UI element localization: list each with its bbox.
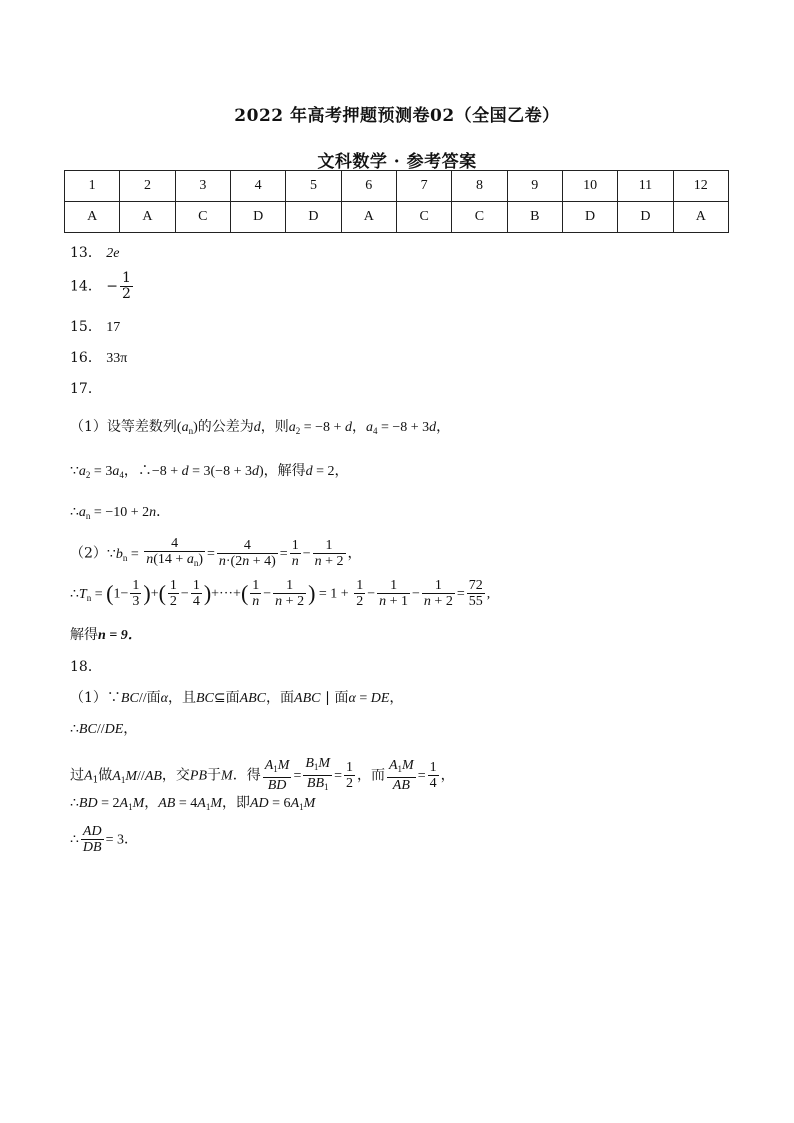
formula-text: PB bbox=[189, 768, 208, 784]
document-subtitle: 文科数学 · 参考答案 bbox=[317, 152, 477, 172]
formula-text: BC bbox=[120, 691, 139, 706]
question-number-cell: 11 bbox=[618, 171, 673, 202]
formula-text: $A_1M//AB$ bbox=[112, 768, 162, 785]
answer-15 bbox=[70, 316, 120, 336]
answer-14 bbox=[70, 271, 135, 302]
formula-text: − bbox=[302, 546, 311, 562]
question-17-number: 17． bbox=[70, 381, 102, 397]
formula-fraction: $\frac{A_1M}{BD}$ bbox=[264, 758, 290, 793]
q17-part2-line1 bbox=[70, 536, 362, 571]
formula-text: AD = $6A_1M$ bbox=[249, 796, 316, 812]
formula-text: $\because b_n$ = bbox=[106, 546, 143, 563]
question-number: 16． bbox=[70, 350, 102, 366]
answer-cell: D bbox=[286, 202, 341, 233]
formula-text: = bbox=[206, 546, 215, 562]
answer-cell: A bbox=[65, 202, 120, 233]
answer-fraction bbox=[120, 271, 133, 302]
q18-part1-line3: 过$A_1$做$A_1M//AB$，交PB于M．得 $\frac{A_1M}{BD}$ = $\frac{B_1M}{BB_1}$ = $\frac{1}{2}$ ，而 $\frac{A_1M}{AB}$ = $\frac{1}{4}$ ， bbox=[70, 756, 455, 793]
q18-part1-line5 bbox=[70, 824, 138, 855]
formula-text: α = DE， bbox=[348, 691, 404, 706]
solution-text: ．得 bbox=[232, 767, 261, 784]
question-number: 14． bbox=[70, 278, 102, 295]
question-number-cell: 12 bbox=[673, 171, 728, 202]
formula-text: d = 2， bbox=[305, 464, 349, 479]
q17-part2-final bbox=[70, 624, 142, 644]
fraction-denominator: 2 bbox=[122, 286, 131, 302]
formula-text: $(a_n)$ bbox=[176, 420, 198, 436]
answer-value: 33π bbox=[106, 351, 128, 366]
question-number-cell: 4 bbox=[230, 171, 285, 202]
q17-part1-line2 bbox=[70, 460, 349, 480]
formula-text: M bbox=[221, 768, 233, 784]
q17-part2-line2: $\therefore T_n = (1-$ $\frac{1}{3}$ )+( $\frac{1}{2}$ − $\frac{1}{4}$ )+···+( $\frac{1}{n}$ − $\frac{1}{n + 2}$ ) = 1 + $\frac{1}{2}$ − $\frac{1}{n + 1}$ − $\frac{1}{n + 2}$ = $\frac{72}{55}$ , bbox=[70, 578, 491, 609]
answer-cell: A bbox=[673, 202, 728, 233]
answer-table bbox=[64, 170, 729, 233]
solution-text: ，则 bbox=[260, 419, 289, 435]
question-number-cell: 3 bbox=[175, 171, 230, 202]
answer-cell: A bbox=[120, 202, 175, 233]
formula-text: ABC bbox=[239, 691, 267, 706]
solution-text: 面 bbox=[146, 690, 161, 706]
question-number: 13． bbox=[70, 245, 102, 261]
formula-text: = 3． bbox=[105, 832, 138, 848]
question-number-cell: 6 bbox=[341, 171, 396, 202]
solution-text: 做 bbox=[98, 767, 113, 784]
answer-sign: − bbox=[106, 278, 119, 295]
formula-text: BC bbox=[195, 691, 214, 706]
question-number-cell: 2 bbox=[120, 171, 175, 202]
formula-fraction: $\frac{1}{n + 2}$ bbox=[314, 538, 344, 569]
answer-cell: D bbox=[230, 202, 285, 233]
solution-text: ，即 bbox=[221, 795, 250, 811]
answer-cell: C bbox=[175, 202, 230, 233]
solution-text: 于 bbox=[207, 767, 222, 784]
question-number: 15． bbox=[70, 319, 102, 335]
answer-cell: D bbox=[562, 202, 617, 233]
solution-text: ，面 bbox=[266, 690, 295, 706]
solution-text: ，解得 bbox=[263, 463, 306, 479]
formula-fraction: $\frac{1}{n}$ bbox=[291, 538, 299, 569]
formula-fraction: $\frac{A_1M}{AB}$ bbox=[388, 758, 414, 793]
formula-text: $\therefore a_n = -10 + 2n$． bbox=[70, 505, 171, 521]
solution-text: 面 bbox=[225, 690, 240, 706]
q18-part1-line4 bbox=[70, 792, 315, 812]
answer-value: 2e bbox=[106, 246, 120, 261]
formula-text: ∴BD = $2A_1M$，AB = $4A_1M$ bbox=[70, 796, 222, 812]
question-18-number: 18． bbox=[70, 659, 102, 675]
formula-fraction: $\frac{1}{4}$ bbox=[429, 760, 437, 791]
solution-text: （1）∵ bbox=[70, 690, 121, 706]
answer-cell: C bbox=[396, 202, 451, 233]
formula-text: = bbox=[279, 546, 288, 562]
answer-table-answer-row bbox=[65, 202, 729, 233]
formula-text: ∴ bbox=[70, 832, 79, 848]
answer-cell: D bbox=[618, 202, 673, 233]
q18-part1-line1: （1）∵BC//面α，且BC⊆面ABC，面ABC ∣ 面α = DE， bbox=[70, 690, 404, 706]
formula-text: ∴BC//DE， bbox=[70, 722, 138, 737]
answer-value: 17 bbox=[106, 320, 121, 335]
q17-part1-line3 bbox=[70, 501, 170, 521]
question-number-cell: 9 bbox=[507, 171, 562, 202]
answer-16 bbox=[70, 347, 127, 367]
formula-text: d bbox=[253, 420, 261, 435]
formula-text: ABC bbox=[294, 691, 321, 706]
q17-part1-line1 bbox=[70, 416, 450, 436]
answer-cell: B bbox=[507, 202, 562, 233]
formula-text: $a_4 = -8 + 3d$， bbox=[365, 420, 451, 436]
formula-text: A bbox=[84, 768, 93, 784]
question-number-cell: 5 bbox=[286, 171, 341, 202]
formula-fraction: $\frac{1}{2}$ bbox=[345, 760, 353, 791]
formula-text: α bbox=[160, 691, 168, 706]
solution-text: ，而 bbox=[356, 767, 385, 784]
answer-13 bbox=[70, 242, 120, 262]
solution-text: 面 bbox=[334, 690, 349, 706]
solution-text: ， bbox=[351, 419, 366, 435]
solution-text: 的公差为 bbox=[197, 419, 254, 435]
question-number-cell: 1 bbox=[65, 171, 120, 202]
answer-cell: A bbox=[341, 202, 396, 233]
solution-text: （2） bbox=[70, 545, 107, 562]
solution-text: （1）设等差数列 bbox=[70, 419, 177, 435]
solution-text: ，交 bbox=[161, 767, 190, 784]
answer-table-number-row bbox=[65, 171, 729, 202]
solution-text: 解得 bbox=[70, 627, 98, 643]
question-number-cell: 10 bbox=[562, 171, 617, 202]
answer-cell: C bbox=[452, 202, 507, 233]
formula-fraction: $\frac{AD}{DB}$ bbox=[82, 824, 102, 855]
solution-text: ，且 bbox=[167, 690, 196, 706]
question-number-cell: 7 bbox=[396, 171, 451, 202]
formula-text: $a_2 = -8 + d$ bbox=[288, 420, 352, 436]
q18-part1-line2 bbox=[70, 718, 137, 738]
fraction-numerator: 1 bbox=[122, 270, 131, 286]
formula-text: $\because a_2 = 3a_4$，∴−8 + d = 3(−8 + 3d) bbox=[70, 464, 264, 480]
final-answer: n = 9． bbox=[98, 628, 142, 643]
formula-fraction: $\frac{B_1M}{BB_1}$ bbox=[305, 756, 331, 792]
formula-text: ， bbox=[347, 546, 362, 562]
formula-fraction: $\frac{4}{n\cdot(2n + 4)}$ bbox=[218, 538, 276, 569]
document-title: 2022 年高考押题预测卷02（全国乙卷） bbox=[234, 106, 560, 126]
formula-text: $\therefore T_n$ = bbox=[70, 586, 107, 603]
solution-text: 过 bbox=[70, 767, 84, 784]
question-number-cell: 8 bbox=[452, 171, 507, 202]
formula-fraction: $\frac{4}{n(14 + a_n)}$ bbox=[146, 536, 203, 568]
